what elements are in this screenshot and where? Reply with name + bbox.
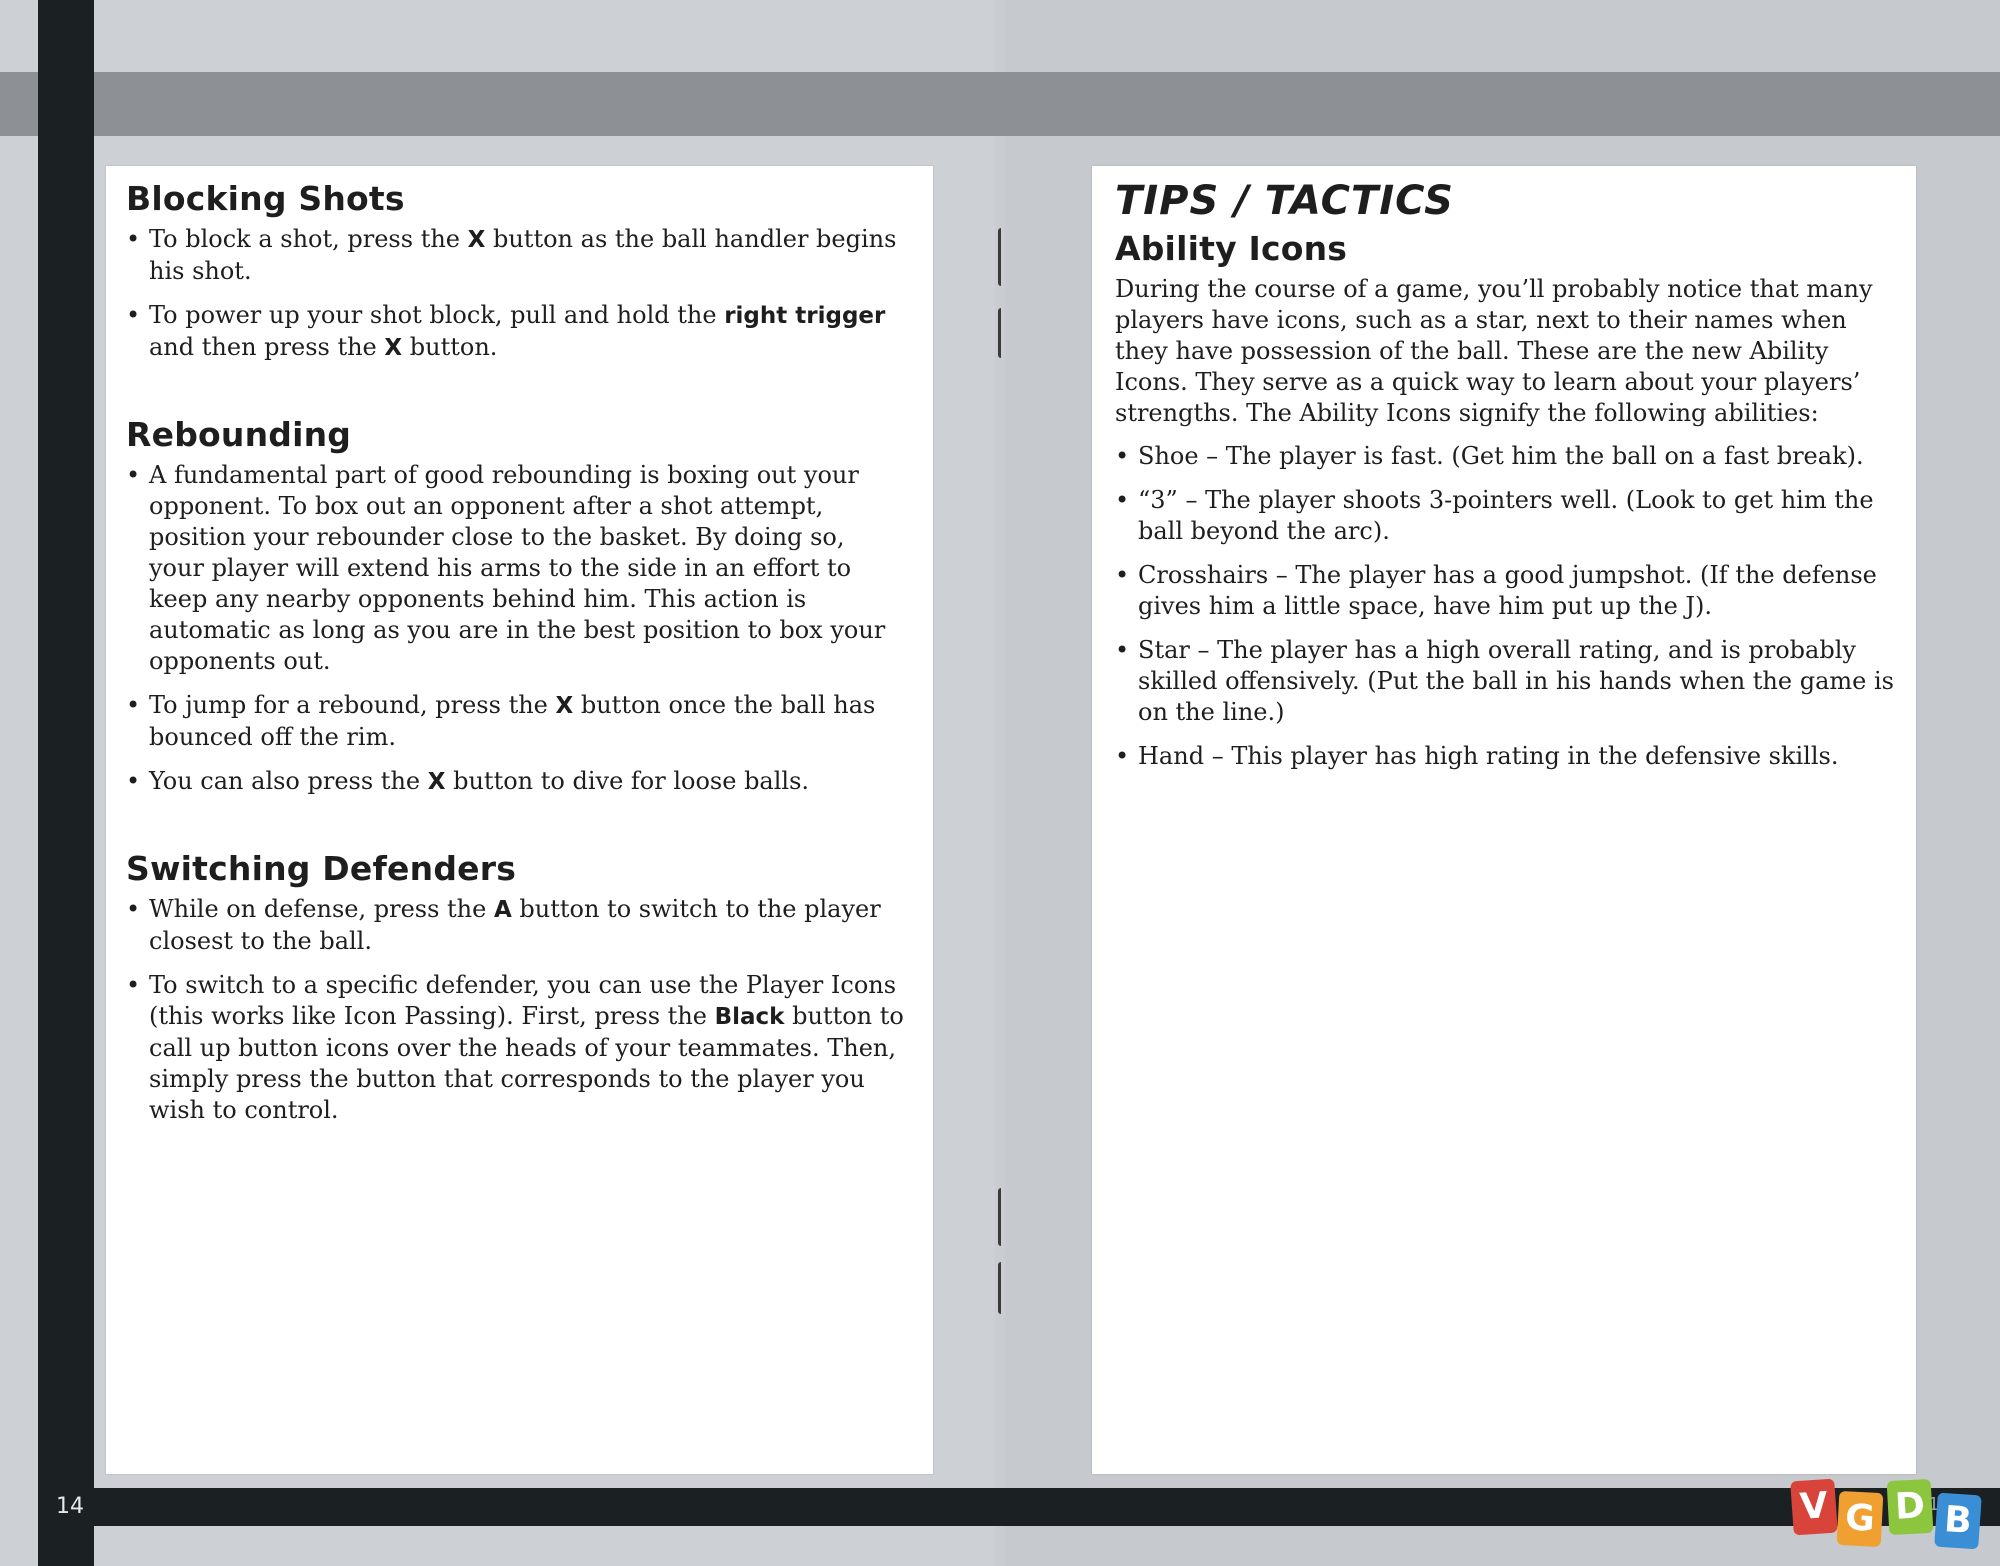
list-item: • Hand – This player has high rating in the defensive skills. bbox=[1115, 741, 1900, 772]
list-item: • To jump for a rebound, press the X button once the ball has bounced off the rim. bbox=[126, 690, 906, 753]
staple-mark bbox=[998, 1262, 1007, 1314]
section-rebounding bbox=[126, 412, 906, 798]
section-heading: Ability Icons bbox=[1115, 229, 1348, 268]
staple-mark bbox=[998, 1188, 1007, 1246]
section-heading: Blocking Shots bbox=[126, 179, 405, 218]
button-keyword: right trigger bbox=[724, 303, 886, 329]
list-item: • Star – The player has a high overall rating, and is probably skilled offensively. (Put the ball in his hands when the game is on the line.) bbox=[1115, 635, 1900, 728]
page-number-left: 14 bbox=[56, 1494, 84, 1519]
right-page-content bbox=[1115, 176, 1900, 785]
bullet-list bbox=[126, 224, 906, 364]
section-heading: Rebounding bbox=[126, 415, 352, 454]
intro-paragraph: During the course of a game, you’ll probably notice that many players have icons, such as a star, next to their names when they have possession of the ball. These are the new Ability Icons. They serve as a quick way to learn about your players’ strengths. The Ability Icons signify the following abilities: bbox=[1115, 275, 1873, 427]
left-page-content bbox=[126, 176, 906, 1174]
left-black-rail bbox=[38, 0, 94, 1566]
list-item: • While on defense, press the A button to switch to the player closest to the ball. bbox=[126, 894, 906, 957]
list-item: • A fundamental part of good rebounding is boxing out your opponent. To box out an opponent after a shot attempt, position your rebounder close to the basket. By doing so, your player will extend his arms to the side in an effort to keep any nearby opponents behind him. This action is automatic as long as you are in the best position to box your opponents out. bbox=[126, 460, 906, 677]
list-item: • To power up your shot block, pull and hold the right trigger and then press the X button. bbox=[126, 300, 906, 364]
logo-tile-v: V bbox=[1790, 1479, 1838, 1536]
list-item: • “3” – The player shoots 3-pointers well. (Look to get him the ball beyond the arc). bbox=[1115, 485, 1900, 547]
button-keyword: Black bbox=[714, 1004, 785, 1030]
page-title: TIPS / TACTICS bbox=[1115, 178, 1454, 224]
list-item: • Shoe – The player is fast. (Get him the ball on a fast break). bbox=[1115, 441, 1900, 472]
section-heading: Switching Defenders bbox=[126, 849, 517, 888]
staple-mark bbox=[998, 308, 1007, 358]
list-item: • To block a shot, press the X button as the ball handler begins his shot. bbox=[126, 224, 906, 287]
list-item: • Crosshairs – The player has a good jumpshot. (If the defense gives him a little space, have him put up the J). bbox=[1115, 560, 1900, 622]
section-switching-defenders bbox=[126, 846, 906, 1126]
staple-mark bbox=[998, 228, 1007, 286]
ability-icons-list bbox=[1115, 441, 1900, 772]
button-keyword: X bbox=[467, 227, 486, 253]
section-blocking-shots bbox=[126, 176, 906, 364]
bullet-list bbox=[126, 894, 906, 1126]
button-keyword: X bbox=[427, 769, 446, 795]
bottom-black-band bbox=[38, 1488, 2000, 1526]
logo-tile-g: G bbox=[1837, 1491, 1884, 1547]
list-item: • To switch to a specific defender, you can use the Player Icons (this works like Icon Passing). First, press the Black button to call up button icons over the heads of your teammates. Then, simply press the button that corresponds to the player you wish to control. bbox=[126, 970, 906, 1126]
top-gray-band bbox=[0, 72, 2000, 136]
list-item: • You can also press the X button to dive for loose balls. bbox=[126, 766, 906, 798]
vgdb-watermark-logo bbox=[1792, 1480, 1988, 1558]
logo-tile-b: B bbox=[1934, 1493, 1982, 1550]
logo-tile-d: D bbox=[1887, 1479, 1934, 1535]
button-keyword: A bbox=[493, 897, 512, 923]
bullet-list bbox=[126, 460, 906, 798]
button-keyword: X bbox=[555, 693, 574, 719]
button-keyword: X bbox=[384, 335, 403, 361]
